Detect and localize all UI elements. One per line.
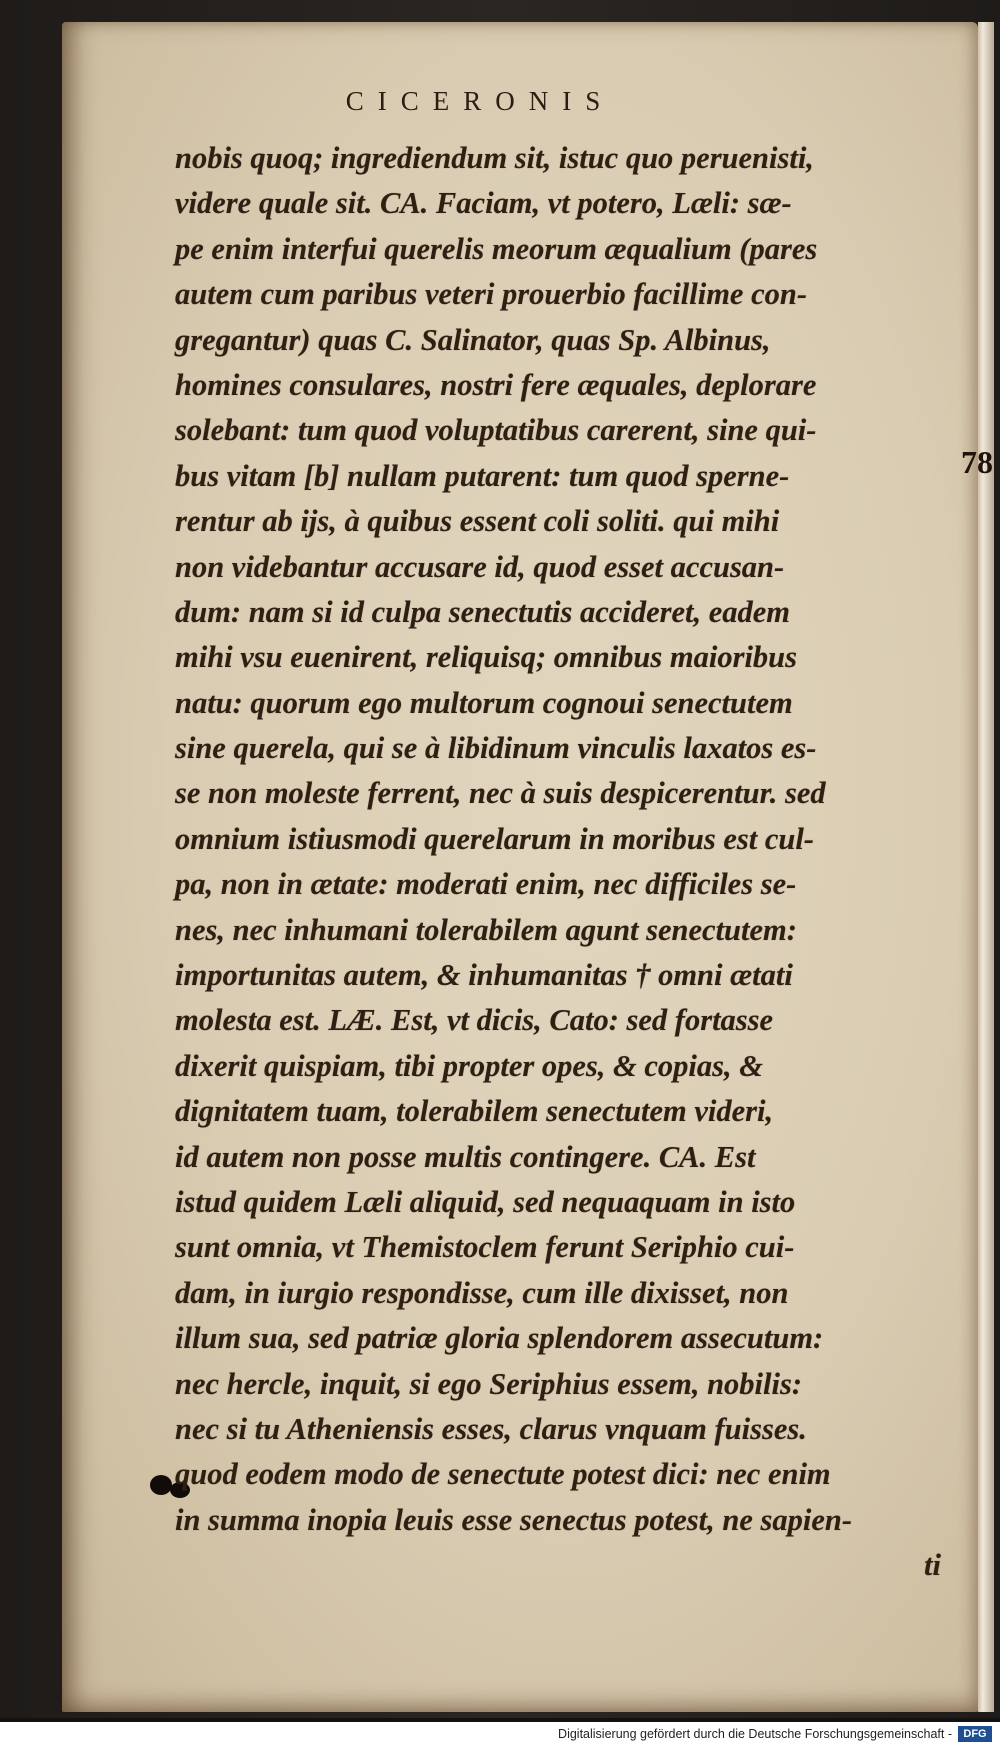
text-line: nec si tu Atheniensis esses, clarus vnquam fuisses. <box>175 1411 807 1446</box>
page-edge <box>978 22 994 1712</box>
text-line: mihi vsu euenirent, reliquisq; omnibus maioribus <box>175 640 798 675</box>
text-line: dum: nam si id culpa senectutis accideret, eadem <box>175 594 791 629</box>
text-line: istud quidem Læli aliquid, sed nequaquam in isto <box>175 1184 796 1219</box>
text-line: pa, non in ætate: moderati enim, nec difficiles se- <box>175 867 797 902</box>
text-line: non videbantur accusare id, quod esset accusan- <box>175 549 785 584</box>
text-line: molesta est. LÆ. Est, vt dicis, Cato: sed fortasse <box>175 1003 774 1038</box>
text-line: id autem non posse multis contingere. CA. Est <box>175 1139 756 1174</box>
text-line: illum sua, sed patriæ gloria splendorem assecutum: <box>175 1321 824 1356</box>
text-line: dixerit quispiam, tibi propter opes, & copias, & <box>175 1048 763 1083</box>
body-text <box>175 136 955 1589</box>
text-line: videre quale sit. CA. Faciam, vt potero, Læli: sæ- <box>175 186 792 221</box>
text-line: bus vitam [b] nullam putarent: tum quod sperne- <box>175 458 790 493</box>
text-line: quod eodem modo de senectute potest dici: nec enim <box>175 1457 831 1492</box>
text-line: rentur ab ijs, à quibus essent coli soliti. qui mihi <box>175 504 780 539</box>
ink-blot <box>150 1475 172 1495</box>
dfg-logo: DFG <box>958 1726 992 1742</box>
text-line: sine querela, qui se à libidinum vinculis laxatos es- <box>175 731 817 766</box>
text-line: dignitatem tuam, tolerabilem senectutem videri, <box>175 1094 774 1129</box>
footer-credit: Digitalisierung gefördert durch die Deutsche Forschungsgemeinschaft - <box>558 1727 952 1741</box>
text-line: homines consulares, nostri fere æquales, deplorare <box>175 367 817 402</box>
text-line: omnium istiusmodi querelarum in moribus est cul- <box>175 821 814 856</box>
catchword: ti <box>924 1548 941 1583</box>
text-line: dam, in iurgio respondisse, cum ille dixisset, non <box>175 1275 789 1310</box>
marginal-number: 78 <box>961 444 993 480</box>
text-line: importunitas autem, & inhumanitas † omni ætati <box>175 958 793 993</box>
text-line: nes, nec inhumani tolerabilem agunt senectutem: <box>175 912 797 947</box>
text-line: gregantur) quas C. Salinator, quas Sp. Albinus, <box>175 322 771 357</box>
text-line: sunt omnia, vt Themistoclem ferunt Seriphio cui- <box>175 1230 795 1265</box>
text-line: pe enim interfui querelis meorum æqualium (pares <box>175 231 818 266</box>
text-line: se non moleste ferrent, nec à suis despicerentur. sed <box>175 776 826 811</box>
text-line: solebant: tum quod voluptatibus carerent, sine qui- <box>175 413 817 448</box>
text-line: nobis quoq; ingrediendum sit, istuc quo peruenisti, <box>175 141 814 175</box>
text-line: nec hercle, inquit, si ego Seriphius essem, nobilis: <box>175 1366 802 1401</box>
text-line: in summa inopia leuis esse senectus potest, ne sapien- <box>175 1502 852 1537</box>
running-head: CICERONIS <box>345 86 615 116</box>
text-line: autem cum paribus veteri prouerbio facillime con- <box>175 277 807 312</box>
text-line: natu: quorum ego multorum cognoui senectutem <box>175 685 793 720</box>
